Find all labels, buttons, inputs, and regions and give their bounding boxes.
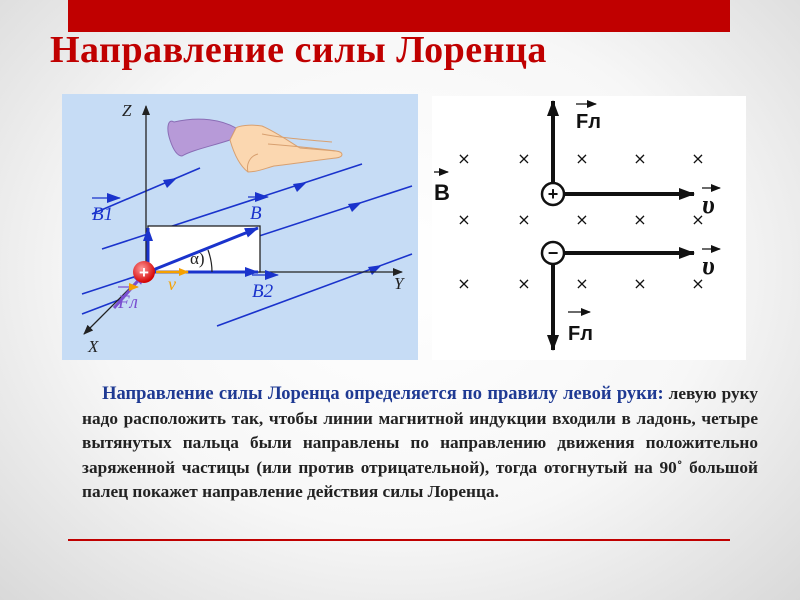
charge-positive-sign: + (547, 184, 559, 204)
field-cross: × (691, 210, 705, 229)
right-figure-canvas (432, 96, 746, 360)
vector-b2-label: B2 (252, 281, 274, 302)
charge-sign: + (139, 263, 149, 282)
field-cross: × (633, 274, 647, 293)
force-label: Fл (118, 292, 138, 313)
field-cross: × (575, 149, 589, 168)
field-cross: × (633, 149, 647, 168)
force-down-label: Fл (568, 323, 593, 345)
rule-description-body: левую руку надо расположить так, чтобы линии магнитной индукции входили в ладонь, четыре вытянутых пальца были направлены по направлению движения положительно заряженной частицы (или против отрицательной), тогда отогнутый на 90˚ большой палец покажет направление действия силы Лоренца. (82, 384, 758, 502)
field-cross: × (691, 274, 705, 293)
field-cross: × (575, 274, 589, 293)
slide-title: Направление силы Лоренца (50, 29, 547, 71)
field-cross: × (633, 210, 647, 229)
field-cross: × (691, 149, 705, 168)
axis-x-label: X (88, 337, 99, 356)
rule-description-lead: Направление силы Лоренца определяется по правилу левой руки: (102, 384, 664, 404)
left-figure-canvas (62, 94, 418, 360)
rule-description (82, 382, 758, 505)
vector-b-label: B (250, 203, 262, 224)
right-figure (432, 96, 746, 360)
field-cross: × (575, 210, 589, 229)
field-cross: × (517, 274, 531, 293)
charge-negative-sign: − (547, 243, 559, 263)
field-cross: × (457, 210, 471, 229)
velocity-top-label: υ (702, 190, 715, 219)
velocity-label: ν (168, 274, 176, 294)
bottom-accent-line (68, 539, 730, 541)
b-field-label: B (434, 180, 450, 205)
field-cross: × (517, 210, 531, 229)
field-cross: × (517, 149, 531, 168)
field-cross: × (457, 149, 471, 168)
axis-y-label: Y (394, 274, 404, 293)
velocity-bottom-label: υ (702, 251, 715, 280)
left-figure (62, 94, 418, 360)
vector-b1-label: B1 (92, 204, 114, 225)
axis-z-label: Z (122, 101, 132, 120)
field-cross: × (457, 274, 471, 293)
angle-alpha-label: α) (190, 249, 205, 268)
force-up-label: Fл (576, 111, 601, 133)
